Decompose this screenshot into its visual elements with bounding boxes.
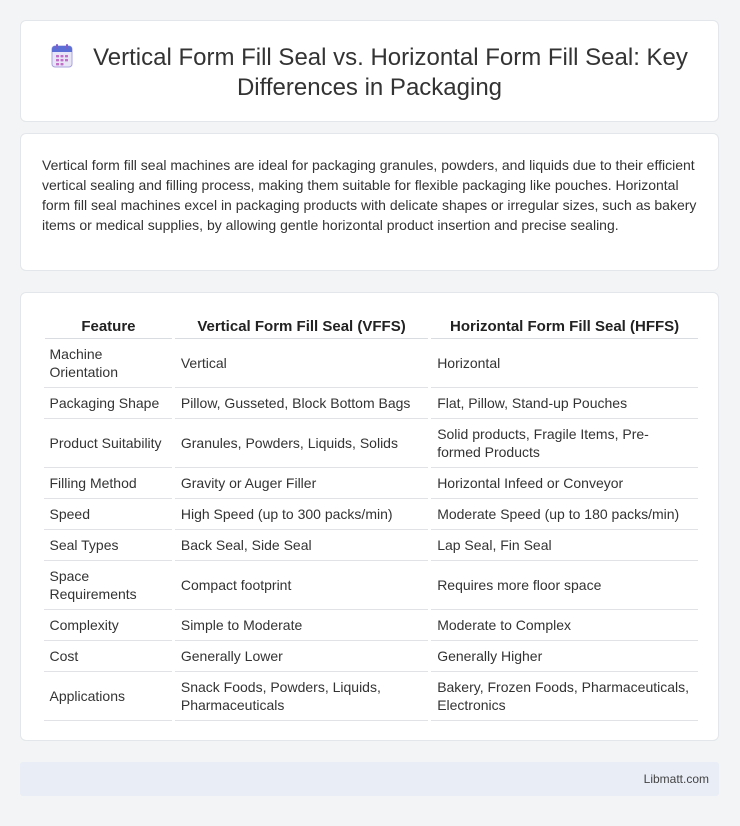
table-row <box>44 467 699 498</box>
table-row <box>44 609 699 640</box>
vffs-cell: Simple to Moderate <box>173 609 429 640</box>
feature-cell: Machine Orientation <box>44 338 174 387</box>
hffs-cell: Horizontal <box>430 338 698 387</box>
comparison-card <box>20 292 719 741</box>
vffs-cell: Back Seal, Side Seal <box>173 529 429 560</box>
feature-cell: Complexity <box>44 609 174 640</box>
hffs-cell: Moderate to Complex <box>430 609 698 640</box>
feature-cell: Speed <box>44 498 174 529</box>
table-row <box>44 529 699 560</box>
feature-cell: Product Suitability <box>44 418 174 467</box>
description-card <box>20 133 719 271</box>
feature-cell: Cost <box>44 640 174 671</box>
feature-cell: Space Requirements <box>44 560 174 609</box>
hffs-cell: Moderate Speed (up to 180 packs/min) <box>430 498 698 529</box>
table-header-row <box>44 315 699 338</box>
hffs-cell: Flat, Pillow, Stand-up Pouches <box>430 387 698 418</box>
table-row <box>44 498 699 529</box>
table-row <box>44 418 699 467</box>
table-row <box>44 387 699 418</box>
title-card <box>20 20 719 122</box>
hffs-cell: Lap Seal, Fin Seal <box>430 529 698 560</box>
feature-cell: Seal Types <box>44 529 174 560</box>
hffs-cell: Requires more floor space <box>430 560 698 609</box>
page-title-block <box>21 43 718 103</box>
vffs-cell: Granules, Powders, Liquids, Solids <box>173 418 429 467</box>
table-row <box>44 560 699 609</box>
page-title: Vertical Form Fill Seal vs. Horizontal Form Fill Seal: Key Differences in Packaging <box>93 44 688 101</box>
vffs-cell: Generally Lower <box>173 640 429 671</box>
vffs-cell: Gravity or Auger Filler <box>173 467 429 498</box>
header-vffs: Vertical Form Fill Seal (VFFS) <box>173 315 429 338</box>
footer-brand-link[interactable]: Libmatt.com <box>643 772 709 786</box>
comparison-table <box>42 315 698 721</box>
table-row <box>44 338 699 387</box>
hffs-cell: Generally Higher <box>430 640 698 671</box>
calendar-icon <box>51 44 73 68</box>
vffs-cell: Vertical <box>173 338 429 387</box>
vffs-cell: Compact footprint <box>173 560 429 609</box>
feature-cell: Filling Method <box>44 467 174 498</box>
header-hffs: Horizontal Form Fill Seal (HFFS) <box>430 315 698 338</box>
footer <box>20 762 719 796</box>
table-row <box>44 640 699 671</box>
vffs-cell: Pillow, Gusseted, Block Bottom Bags <box>173 387 429 418</box>
hffs-cell: Solid products, Fragile Items, Pre-formed Products <box>430 418 698 467</box>
description-text: Vertical form fill seal machines are ideal for packaging granules, powders, and liquids due to their efficient vertical sealing and filling process, making them suitable for flexible packaging like pouches. Horizontal form fill seal machines excel in packaging products with delicate shapes or irregular sizes, such as bakery items or medical supplies, by allowing gentle horizontal product insertion and precise sealing. <box>42 157 697 233</box>
hffs-cell: Horizontal Infeed or Conveyor <box>430 467 698 498</box>
feature-cell: Packaging Shape <box>44 387 174 418</box>
vffs-cell: High Speed (up to 300 packs/min) <box>173 498 429 529</box>
vffs-cell: Snack Foods, Powders, Liquids, Pharmaceuticals <box>173 671 429 720</box>
header-feature: Feature <box>44 315 174 338</box>
feature-cell: Applications <box>44 671 174 720</box>
table-row <box>44 671 699 720</box>
hffs-cell: Bakery, Frozen Foods, Pharmaceuticals, Electronics <box>430 671 698 720</box>
